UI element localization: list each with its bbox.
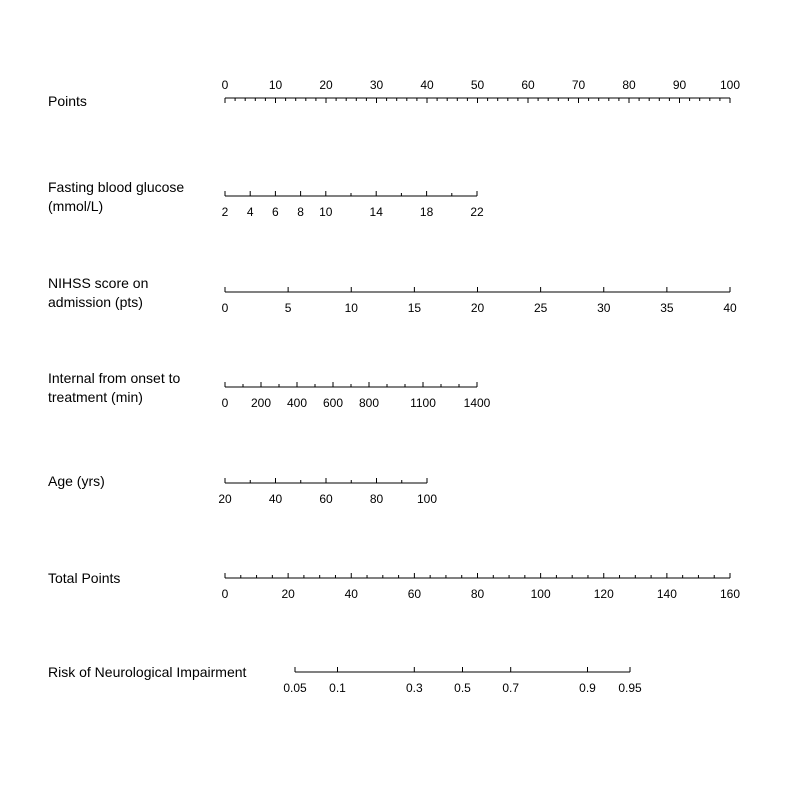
tick-label: 50 — [470, 78, 485, 92]
tick-label: 80 — [369, 492, 384, 506]
row-label: Points — [48, 93, 87, 109]
tick-label: 100 — [530, 587, 551, 601]
nomogram-row — [48, 275, 737, 315]
tick-label: 10 — [344, 301, 358, 315]
tick-label: 18 — [419, 205, 434, 219]
tick-label: 800 — [358, 396, 380, 410]
tick-label: 0 — [221, 587, 229, 601]
tick-label: 40 — [420, 78, 434, 92]
row-label: Internal from onset to — [48, 370, 181, 386]
tick-label: 5 — [284, 301, 292, 315]
row-label: admission (pts) — [48, 294, 143, 310]
tick-label: 400 — [286, 396, 308, 410]
tick-label: 20 — [319, 78, 333, 92]
tick-label: 100 — [416, 492, 438, 506]
tick-label: 40 — [268, 492, 283, 506]
tick-label: 22 — [470, 205, 484, 219]
tick-label: 0.3 — [405, 681, 423, 695]
row-label: (mmol/L) — [48, 198, 104, 214]
nomogram-row — [48, 179, 484, 219]
row-label: treatment (min) — [48, 389, 143, 405]
tick-label: 100 — [719, 78, 741, 92]
tick-label: 40 — [723, 301, 737, 315]
tick-label: 4 — [246, 205, 254, 219]
tick-label: 10 — [319, 205, 333, 219]
tick-label: 0 — [221, 301, 229, 315]
tick-label: 80 — [470, 587, 485, 601]
tick-label: 0.1 — [329, 681, 346, 695]
tick-label: 60 — [521, 78, 535, 92]
tick-label: 200 — [250, 396, 272, 410]
tick-label: 0 — [221, 78, 229, 92]
tick-label: 6 — [272, 205, 279, 219]
nomogram-row — [48, 570, 740, 601]
tick-label: 60 — [407, 587, 422, 601]
tick-label: 70 — [571, 78, 586, 92]
nomogram-row — [48, 473, 437, 506]
tick-label: 120 — [593, 587, 614, 601]
tick-label: 1400 — [463, 396, 491, 410]
tick-label: 8 — [297, 205, 304, 219]
tick-label: 30 — [597, 301, 611, 315]
tick-label: 0.7 — [502, 681, 520, 695]
tick-label: 600 — [322, 396, 344, 410]
tick-label: 0.9 — [579, 681, 596, 695]
row-label: Fasting blood glucose — [48, 179, 185, 195]
tick-label: 35 — [660, 301, 674, 315]
tick-label: 1100 — [410, 396, 436, 410]
tick-label: 10 — [268, 78, 283, 92]
tick-label: 15 — [407, 301, 422, 315]
row-label: Age (yrs) — [48, 473, 105, 489]
tick-label: 0.95 — [618, 681, 642, 695]
tick-label: 0 — [221, 396, 229, 410]
tick-label: 14 — [369, 205, 383, 219]
tick-label: 60 — [319, 492, 333, 506]
tick-label: 40 — [344, 587, 358, 601]
tick-label: 30 — [369, 78, 384, 92]
nomogram-row — [48, 78, 740, 109]
tick-label: 140 — [656, 587, 677, 601]
tick-label: 90 — [672, 78, 687, 92]
row-label: Total Points — [48, 570, 121, 586]
tick-label: 0.5 — [454, 681, 471, 695]
nomogram-row — [48, 664, 642, 695]
tick-label: 0.05 — [283, 681, 307, 695]
tick-label: 20 — [218, 492, 232, 506]
row-label: Risk of Neurological Impairment — [48, 664, 247, 680]
nomogram-row — [48, 370, 491, 410]
tick-label: 20 — [470, 301, 485, 315]
tick-label: 80 — [622, 78, 636, 92]
tick-label: 2 — [221, 205, 229, 219]
tick-label: 20 — [281, 587, 295, 601]
tick-label: 160 — [719, 587, 741, 601]
tick-label: 25 — [533, 301, 548, 315]
row-label: NIHSS score on — [48, 275, 149, 291]
